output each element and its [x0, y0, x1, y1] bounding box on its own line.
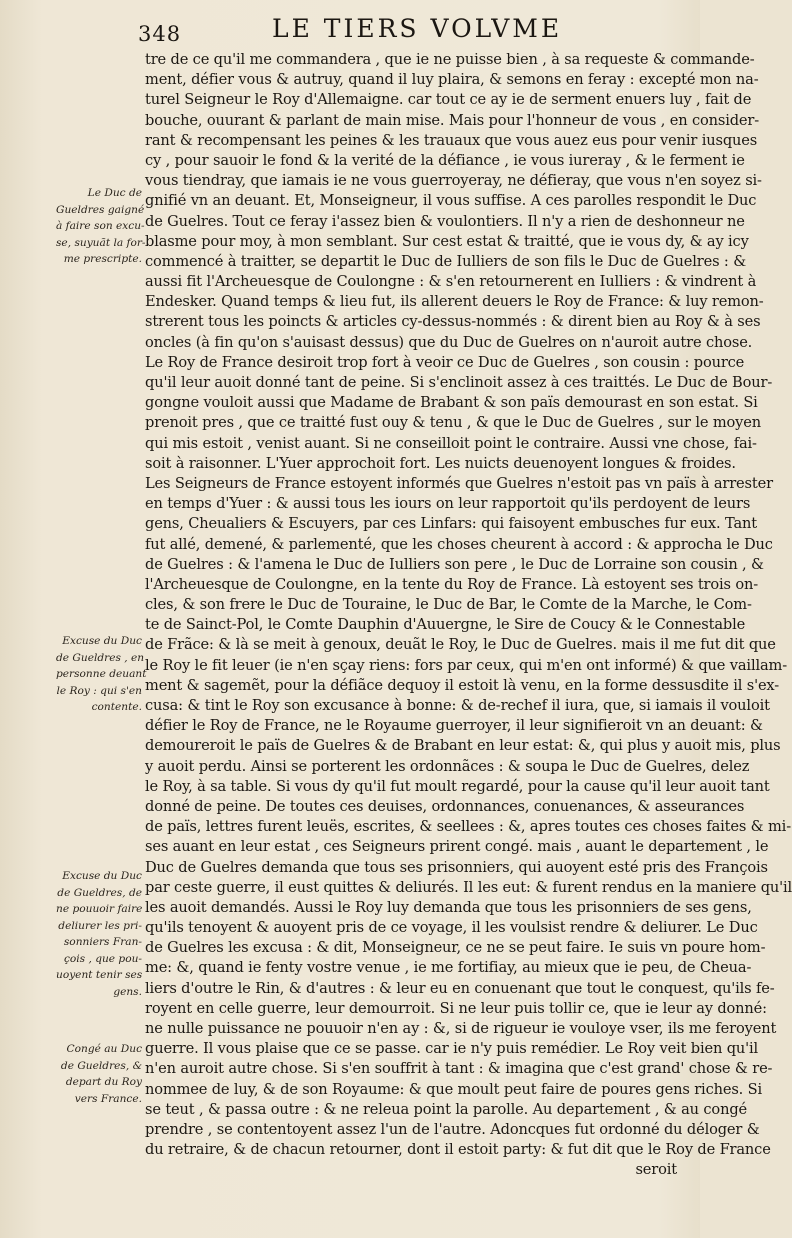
text-line: seroit: [635, 1161, 677, 1179]
text-line: de Guelres : & l'amena le Duc de Iulliers son pere , le Duc de Lorraine son cousin , &: [145, 555, 764, 573]
text-line: demoureroit le païs de Guelres & de Brabant en leur estat: &, qui plus y auoit mis, plus: [145, 737, 781, 755]
page-number: 348: [138, 22, 182, 46]
text-line: Duc de Guelres demanda que tous ses prisonniers, qui auoyent esté pris des François: [145, 858, 768, 876]
text-line: Endesker. Quand temps & lieu fut, ils allerent deuers le Roy de France: & luy remon-: [145, 293, 764, 311]
margin-note-line: sonniers Fran-: [63, 936, 142, 948]
text-line: qui mis estoit , venist auant. Si ne conseilloit point le contraire. Aussi vne chose, fai-: [145, 434, 757, 452]
margin-note-line: vers France.: [74, 1092, 142, 1105]
margin-note-line: Excuse du Duc: [62, 635, 142, 647]
margin-note-leave-departure: [56, 1041, 142, 1107]
text-line: qu'ils tenoyent & auoyent pris de ce voyage, il les voulsist rendre & deliurer. Le Duc: [145, 919, 758, 937]
text-line: te de Sainct-Pol, le Comte Dauphin d'Auuergne, le Sire de Coucy & le Connestable: [145, 616, 746, 634]
text-line: gens, Cheualiers & Escuyers, par ces Linfars: qui faisoyent embusches fur eux. Tant: [145, 515, 757, 533]
margin-note-line: Gueldres gaigné: [56, 203, 145, 216]
text-line: de Frãce: & là se meit à genoux, deuãt le Roy, le Duc de Guelres. mais il me fut dit que: [145, 636, 776, 654]
text-line: guerre. Il vous plaise que ce se passe. car ie n'y puis remédier. Le Roy veit bien qu'il: [145, 1040, 759, 1058]
text-line: me: &, quand ie fenty vostre venue , ie me fortifiay, au mieux que ie peu, de Cheua-: [145, 959, 752, 977]
text-line: bouche, ouurant & parlant de main mise. Mais pour l'honneur de vous , en consider-: [145, 111, 759, 129]
text-line: du retraire, & de chacun retourner, dont il estoit party: & fut dit que le Roy de France: [145, 1141, 771, 1159]
running-title: LE TIERS VOLVME: [272, 14, 563, 43]
text-line: aussi fit l'Archeuesque de Coulongne : & s'en retournerent en Iulliers : & vindrent à: [145, 273, 757, 291]
text-line: l'Archeuesque de Coulongne, en la tente du Roy de France. Là estoyent ses trois on-: [145, 575, 759, 593]
text-line: se teut , & passa outre : & ne releua point la parolle. Au departement , & au congé: [145, 1100, 747, 1118]
text-line: tre de ce qu'il me commandera , que ie ne puisse bien , à sa requeste & commande-: [145, 51, 755, 68]
margin-note-line: se, suyuãt la for-: [56, 236, 146, 249]
text-line: n'en auroit autre chose. Si s'en souffrit à tant : & imagina que c'est grand' chose & re-: [145, 1060, 773, 1078]
margin-note-line: depart du Roy: [65, 1076, 142, 1088]
margin-note-line: de Gueldres, &: [60, 1059, 142, 1072]
text-line: prenoit pres , que ce traitté fust ouy & tenu , & que le Duc de Guelres , sur le moyen: [145, 414, 762, 432]
margin-note-line: de Gueldres, de: [57, 886, 142, 899]
text-line: gongne vouloit aussi que Madame de Brabant & son païs demourast en son estat. Si: [145, 394, 758, 412]
text-line: ses auant en leur estat , ces Seigneurs prirent congé. mais , auant le departement , le: [145, 838, 769, 856]
margin-note-line: de Gueldres , en: [56, 651, 145, 664]
text-line: cusa: & tint le Roy son excusance à bonne: & de-rechef il iura, que, si iamais il vouloit: [145, 697, 770, 714]
margin-note-line: le Roy : qui s'en: [56, 684, 142, 697]
text-line: défier le Roy de France, ne le Royaume guerroyer, il leur signifieroit vn an deuant: &: [145, 717, 763, 735]
text-line: de Guelres. Tout ce feray i'assez bien & voulontiers. Il n'y a rien de deshonneur ne: [145, 212, 745, 230]
text-line: liers d'outre le Rin, & d'autres : & leur eu en conuenant que tout le conquest, qu'ils fe-: [145, 979, 775, 997]
text-line: gnifié vn an deuant. Et, Monseigneur, il vous suffise. A ces parolles respondit le Duc: [145, 192, 757, 210]
text-line: le Roy le fit leuer (ie n'en sçay riens: fors par ceux, qui m'en ont informé) & que vaillam-: [145, 656, 787, 674]
margin-note-line: deliurer les pri-: [58, 919, 142, 932]
text-line: strerent tous les poincts & articles cy-dessus-nommés : & dirent bien au Roy & à ses: [145, 313, 761, 331]
margin-note-line: me prescripte.: [63, 253, 142, 265]
text-line: ment & sagemẽt, pour la défiãce dequoy il estoit là venu, en la forme dessusdite il s'ex-: [145, 676, 780, 694]
text-line: Le Roy de France desiroit trop fort à veoir ce Duc de Guelres , son cousin : pource: [145, 353, 745, 371]
text-line: ment, défier vous & autruy, quand il luy plaira, & semons en feray : excepté mon na-: [145, 71, 759, 89]
text-line: royent en celle guerre, leur demourroit. Si ne leur puis tollir ce, que ie leur ay donné:: [145, 999, 767, 1017]
text-line: vous tiendray, que iamais ie ne vous guerroyeray, ne défieray, que vous n'en soyez si-: [145, 172, 762, 190]
text-line: de païs, lettres furent leuës, escrites, & seellees : &, apres toutes ces choses faites & mi-: [145, 818, 791, 836]
text-line: soit à raisonner. L'Yuer approchoit fort. Les nuicts deuenoyent longues & froides.: [145, 454, 736, 472]
text-line: oncles (à fin qu'on s'auisast dessus) que du Duc de Guelres on n'auroit autre chose.: [145, 333, 753, 351]
text-line: qu'il leur auoit donné tant de peine. Si s'enclinoit assez à ces traittés. Le Duc de Bour-: [145, 374, 773, 391]
text-line: y auoit perdu. Ainsi se porterent les ordonnãces : & soupa le Duc de Guelres, delez: [145, 757, 750, 775]
margin-note-line: uoyent tenir ses: [56, 969, 143, 981]
text-line: blasme pour moy, à mon semblant. Sur cest estat & traitté, que ie vous dy, & ay icy: [145, 232, 749, 250]
text-line: cy , pour sauoir le fond & la verité de la défiance , ie vous iureray , & le ferment ie: [145, 151, 745, 169]
margin-note-line: à faire son excu-: [56, 220, 145, 232]
margin-note-line: Excuse du Duc: [62, 870, 142, 882]
text-line: fut allé, demené, & parlementé, que les choses cheurent à accord : & approcha le Duc: [145, 535, 773, 553]
margin-note-line: çois , que pou-: [63, 952, 142, 965]
page-header: [0, 14, 700, 50]
margin-note-line: contente.: [91, 701, 142, 713]
text-line: Les Seigneurs de France estoyent informés que Guelres n'estoit pas vn païs à arrester: [145, 474, 773, 492]
body-text: [145, 50, 792, 1181]
text-line: par ceste guerre, il eust quittes & deliurés. Il les eut: & furent rendus en la maniere qu'il: [145, 878, 792, 896]
text-line: commencé à traitter, se departit le Duc de Iulliers de son fils le Duc de Guelres : &: [145, 252, 747, 270]
text-line: en temps d'Yuer : & aussi tous les iours on leur rapportoit qu'ils perdoyent de leurs: [145, 495, 751, 513]
text-line: donné de peine. De toutes ces deuises, ordonnances, conuenances, & asseurances: [145, 797, 745, 815]
text-line: ne nulle puissance ne pouuoir n'en ay : &, si de rigueur ie vouloye vser, ils me feroyent: [145, 1020, 777, 1037]
margin-note-line: Le Duc de: [87, 187, 142, 199]
text-line: rant & recompensant les peines & les trauaux que vous auez eus pour venir iusques: [145, 131, 758, 149]
text-line: turel Seigneur le Roy d'Allemaigne. car tout ce ay ie de serment enuers luy , fait de: [145, 91, 752, 109]
text-line: de Guelres les excusa : & dit, Monseigneur, ce ne se peut faire. Ie suis vn poure hom-: [145, 939, 766, 957]
margin-note-line: gens.: [113, 985, 142, 998]
margin-note-duke-gained: [56, 185, 146, 268]
margin-note-line: Congé au Duc: [66, 1043, 142, 1055]
text-line: nommee de luy, & de son Royaume: & que moult peut faire de poures gens riches. Si: [145, 1080, 763, 1098]
margin-note-line: ne pouuoir faire: [56, 903, 143, 915]
text-line: le Roy, à sa table. Si vous dy qu'il fut moult regardé, pour la cause qu'il leur auoit tant: [145, 777, 770, 795]
margin-note-duke-excuse: [56, 633, 147, 716]
text-line: les auoit demandés. Aussi le Roy luy demanda que tous les prisonniers de ses gens,: [145, 898, 752, 916]
text-line: cles, & son frere le Duc de Touraine, le Duc de Bar, le Comte de la Marche, le Com-: [145, 596, 752, 614]
text-line: prendre , se contentoyent assez l'un de l'autre. Adoncques fut ordonné du déloger &: [145, 1120, 760, 1138]
margin-note-prisoners-excuse: [56, 868, 142, 1000]
margin-note-line: personne deuant: [56, 668, 147, 680]
